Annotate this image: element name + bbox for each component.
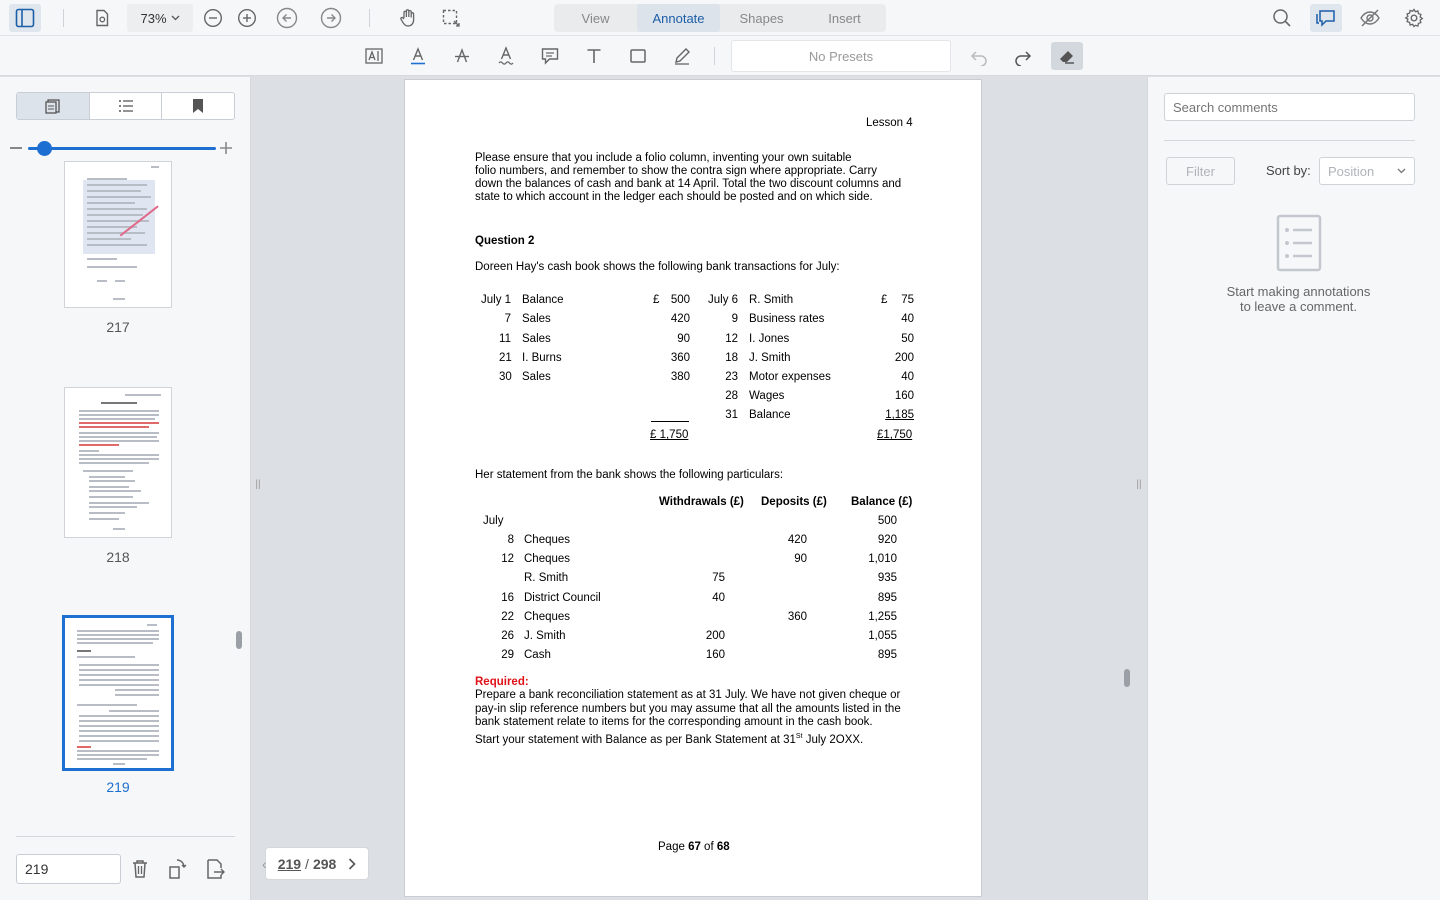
statement-deposit: 90 <box>794 553 807 565</box>
page-settings-icon[interactable] <box>86 4 118 32</box>
statement-month: July <box>483 515 504 527</box>
divider <box>714 47 715 65</box>
divider <box>63 9 64 27</box>
cashbook-detail: R. Smith <box>749 294 794 306</box>
zoom-in-icon[interactable] <box>231 4 263 32</box>
page-footer <box>658 841 730 855</box>
question-text: Doreen Hay's cash book shows the following bank transactions for July: <box>475 261 840 273</box>
cashbook-detail: Sales <box>522 371 551 383</box>
page-navigation <box>262 847 369 880</box>
statement-detail: Cheques <box>524 534 571 546</box>
squiggly-icon[interactable] <box>490 42 522 70</box>
footer-text: of <box>700 841 717 853</box>
delete-page-icon[interactable] <box>128 857 152 881</box>
thumbnail-scrollbar[interactable] <box>236 631 242 649</box>
statement-balance: 1,255 <box>868 611 897 623</box>
cashbook-amount: 40 <box>901 313 914 325</box>
statement-balance: 895 <box>877 649 897 661</box>
thumbnail-size-slider[interactable] <box>28 147 216 150</box>
cashbook-detail: Wages <box>749 390 785 402</box>
rectangle-icon[interactable] <box>622 42 654 70</box>
cashbook-day: 30 <box>499 371 512 383</box>
thumbnails-icon[interactable] <box>17 93 90 119</box>
statement-deposit: 420 <box>787 534 807 546</box>
undo-icon[interactable] <box>963 42 995 70</box>
paragraph-line: Prepare a bank reconciliation statement as at 31 July. We have not given cheque or <box>475 689 901 701</box>
footer-page: 67 <box>688 841 701 853</box>
statement-day: 12 <box>501 553 514 565</box>
marquee-select-icon[interactable] <box>435 4 467 32</box>
cashbook-total-left: £ 1,750 <box>650 429 689 441</box>
statement-balance: 920 <box>877 534 897 546</box>
statement-detail: Cheques <box>524 553 571 565</box>
cashbook-amount: 200 <box>894 352 914 364</box>
statement-balance: 1,055 <box>868 630 897 642</box>
paragraph-line: Please ensure that you include a folio column, inventing your own suitable <box>475 152 852 164</box>
cashbook-day: 1 <box>504 294 511 306</box>
settings-icon[interactable] <box>1398 4 1430 32</box>
search-icon[interactable] <box>1266 4 1298 32</box>
cashbook-day: 21 <box>499 352 512 364</box>
pan-icon[interactable] <box>392 4 424 32</box>
redo-icon[interactable] <box>1007 42 1039 70</box>
statement-day: 22 <box>501 611 514 623</box>
document-viewer[interactable] <box>252 77 1146 900</box>
right-splitter-handle[interactable]: || <box>1136 478 1142 490</box>
statement-intro: Her statement from the bank shows the following particulars: <box>475 469 784 481</box>
slider-handle[interactable] <box>37 141 52 156</box>
divider <box>1164 140 1415 141</box>
empty-line-1: Start making annotations <box>1226 284 1371 299</box>
page-thumbnail[interactable] <box>64 387 172 538</box>
chevron-down-icon <box>171 15 180 21</box>
statement-detail: Cheques <box>524 611 571 623</box>
sort-select[interactable] <box>1319 157 1415 185</box>
statement-header: Deposits (£) <box>761 496 827 508</box>
chevron-down-icon <box>1397 168 1406 174</box>
page-thumbnail[interactable] <box>64 161 172 308</box>
cashbook-detail: I. Burns <box>522 352 562 364</box>
cashbook-detail: I. Jones <box>749 333 790 345</box>
nav-total-pages: 298 <box>312 855 337 872</box>
page-number-input[interactable]: 219 <box>16 854 121 884</box>
cashbook-month: July <box>708 294 729 306</box>
nav-separator: / <box>305 855 309 872</box>
cashbook-day: 12 <box>725 333 738 345</box>
tab-shapes[interactable]: Shapes <box>739 10 784 26</box>
divider <box>16 836 235 837</box>
superscript: St <box>795 733 803 740</box>
cashbook-amount: 360 <box>670 352 690 364</box>
empty-line-2: to leave a comment. <box>1239 299 1358 314</box>
question-title: Question 2 <box>475 235 535 247</box>
nav-current-page[interactable]: 219 <box>277 855 302 872</box>
statement-day: 16 <box>501 592 514 604</box>
tab-view[interactable]: View <box>581 10 610 26</box>
sort-value: Position <box>1328 164 1375 179</box>
statement-balance: 500 <box>877 515 897 527</box>
statement-detail: Cash <box>524 649 551 661</box>
mode-tabs <box>554 4 886 32</box>
cashbook-month: July <box>481 294 502 306</box>
cashbook-total-right: £1,750 <box>877 429 913 441</box>
footer-total: 68 <box>716 841 730 853</box>
export-page-icon[interactable] <box>203 857 227 881</box>
statement-day: 8 <box>507 534 514 546</box>
statement-withdrawal: 160 <box>705 649 725 661</box>
next-icon[interactable] <box>315 4 347 32</box>
paragraph-line: state to which account in the ledger each should be posted and on which side. <box>475 191 873 203</box>
cashbook-day: 31 <box>725 409 738 421</box>
statement-withdrawal: 75 <box>712 572 725 584</box>
comment-note-icon[interactable] <box>534 42 566 70</box>
text-field-icon[interactable] <box>358 42 390 70</box>
zoom-out-icon[interactable] <box>197 4 229 32</box>
strikethrough-icon[interactable] <box>446 42 478 70</box>
footer-text: Page <box>658 841 689 853</box>
cashbook-day: 6 <box>731 294 738 306</box>
paragraph-line: bank statement relate to items for the corresponding amount in the cash book. <box>475 716 873 728</box>
cashbook-detail: Balance <box>522 294 564 306</box>
previous-icon[interactable] <box>271 4 303 32</box>
nav-prev-icon[interactable]: ‹ <box>262 855 267 872</box>
tab-annotate[interactable]: Annotate <box>637 4 720 32</box>
cashbook-detail: Sales <box>522 333 551 345</box>
cashbook-currency: £ <box>881 294 888 306</box>
paragraph-line: pay-in slip reference numbers but you may assume that all the amounts listed in the <box>475 703 901 715</box>
cashbook-currency: £ <box>653 294 660 306</box>
rotate-page-icon[interactable] <box>165 857 189 881</box>
top-toolbar <box>0 0 1440 36</box>
cashbook-amount: 40 <box>901 371 914 383</box>
document-page <box>404 79 982 897</box>
sort-label: Sort by: <box>1266 163 1311 178</box>
paragraph-line <box>475 730 863 747</box>
cashbook-amount: 380 <box>670 371 690 383</box>
cashbook-amount: 50 <box>901 333 914 345</box>
start-text: Start your statement with Balance as per Bank Statement at 31 <box>475 733 796 746</box>
cashbook-amount: 500 <box>670 294 690 306</box>
empty-list-icon <box>1276 214 1322 272</box>
statement-balance: 935 <box>877 572 897 584</box>
chevron-right-icon[interactable] <box>348 858 356 870</box>
cashbook-amount: 160 <box>894 390 914 402</box>
comments-panel <box>1147 77 1440 900</box>
cashbook-amount: 90 <box>677 333 690 345</box>
thumbnail-size-plus[interactable] <box>220 142 232 154</box>
underline-rule <box>651 421 689 422</box>
page-thumbnail-selected[interactable] <box>62 615 174 771</box>
divider <box>369 9 370 27</box>
sidebar-toggle-icon[interactable] <box>9 4 41 32</box>
search-comments-input[interactable] <box>1164 93 1415 121</box>
cashbook-detail: Sales <box>522 313 551 325</box>
statement-deposit: 360 <box>787 611 807 623</box>
hide-annotations-icon[interactable] <box>1354 4 1386 32</box>
left-panel <box>0 77 251 900</box>
paragraph-line: down the balances of cash and bank at 14 April. Total the two discount columns and <box>475 178 902 190</box>
tab-insert[interactable]: Insert <box>828 10 861 26</box>
left-splitter-handle[interactable]: || <box>255 478 261 490</box>
statement-detail: District Council <box>524 592 601 604</box>
statement-header: Balance (£) <box>851 496 913 508</box>
cashbook-detail: Business rates <box>749 313 825 325</box>
comments-icon[interactable] <box>1310 4 1342 32</box>
statement-withdrawal: 200 <box>705 630 725 642</box>
free-text-icon[interactable] <box>578 42 610 70</box>
zoom-value: 73% <box>140 10 167 26</box>
cashbook-amount: 420 <box>670 313 690 325</box>
thumbnail-label: 217 <box>106 319 130 335</box>
pen-icon[interactable] <box>666 42 698 70</box>
thumbnail-label: 218 <box>106 549 130 565</box>
page-header: Lesson 4 <box>866 117 913 129</box>
paragraph-line: folio numbers, and remember to show the contra sign where appropriate. Carry <box>475 165 878 177</box>
cashbook-day: 9 <box>731 313 738 325</box>
cashbook-day: 28 <box>725 390 738 402</box>
cashbook-detail: Motor expenses <box>749 371 831 383</box>
cashbook-day: 18 <box>725 352 738 364</box>
statement-day: 26 <box>501 630 514 642</box>
statement-detail: J. Smith <box>524 630 566 642</box>
document-scrollbar[interactable] <box>1124 669 1130 687</box>
statement-detail: R. Smith <box>524 572 569 584</box>
cashbook-detail: Balance <box>749 409 791 421</box>
outline-icon[interactable] <box>90 93 163 119</box>
annotation-toolbar <box>0 36 1440 76</box>
statement-balance: 1,010 <box>868 553 897 565</box>
thumbnail-label: 219 <box>106 779 130 795</box>
statement-withdrawal: 40 <box>712 592 725 604</box>
statement-header: Withdrawals (£) <box>659 496 744 508</box>
empty-state-text <box>1188 284 1409 314</box>
cashbook-detail: J. Smith <box>749 352 791 364</box>
zoom-select[interactable] <box>127 4 193 32</box>
thumbnail-size-minus[interactable] <box>10 147 22 149</box>
cashbook-day: 23 <box>725 371 738 383</box>
statement-day: 29 <box>501 649 514 661</box>
statement-balance: 895 <box>877 592 897 604</box>
cashbook-day: 7 <box>504 313 511 325</box>
eraser-icon[interactable] <box>1051 42 1083 70</box>
panel-tabs <box>16 92 235 120</box>
required-label: Required: <box>475 676 529 688</box>
presets-select[interactable]: No Presets <box>731 40 951 72</box>
underline-icon[interactable] <box>402 42 434 70</box>
bookmark-icon[interactable] <box>162 93 234 119</box>
filter-button[interactable]: Filter <box>1166 157 1235 185</box>
cashbook-day: 11 <box>499 333 511 345</box>
start-text-end: July 2OXX. <box>802 733 864 746</box>
cashbook-amount: 75 <box>901 294 914 306</box>
cashbook-amount: 1,185 <box>885 409 914 421</box>
